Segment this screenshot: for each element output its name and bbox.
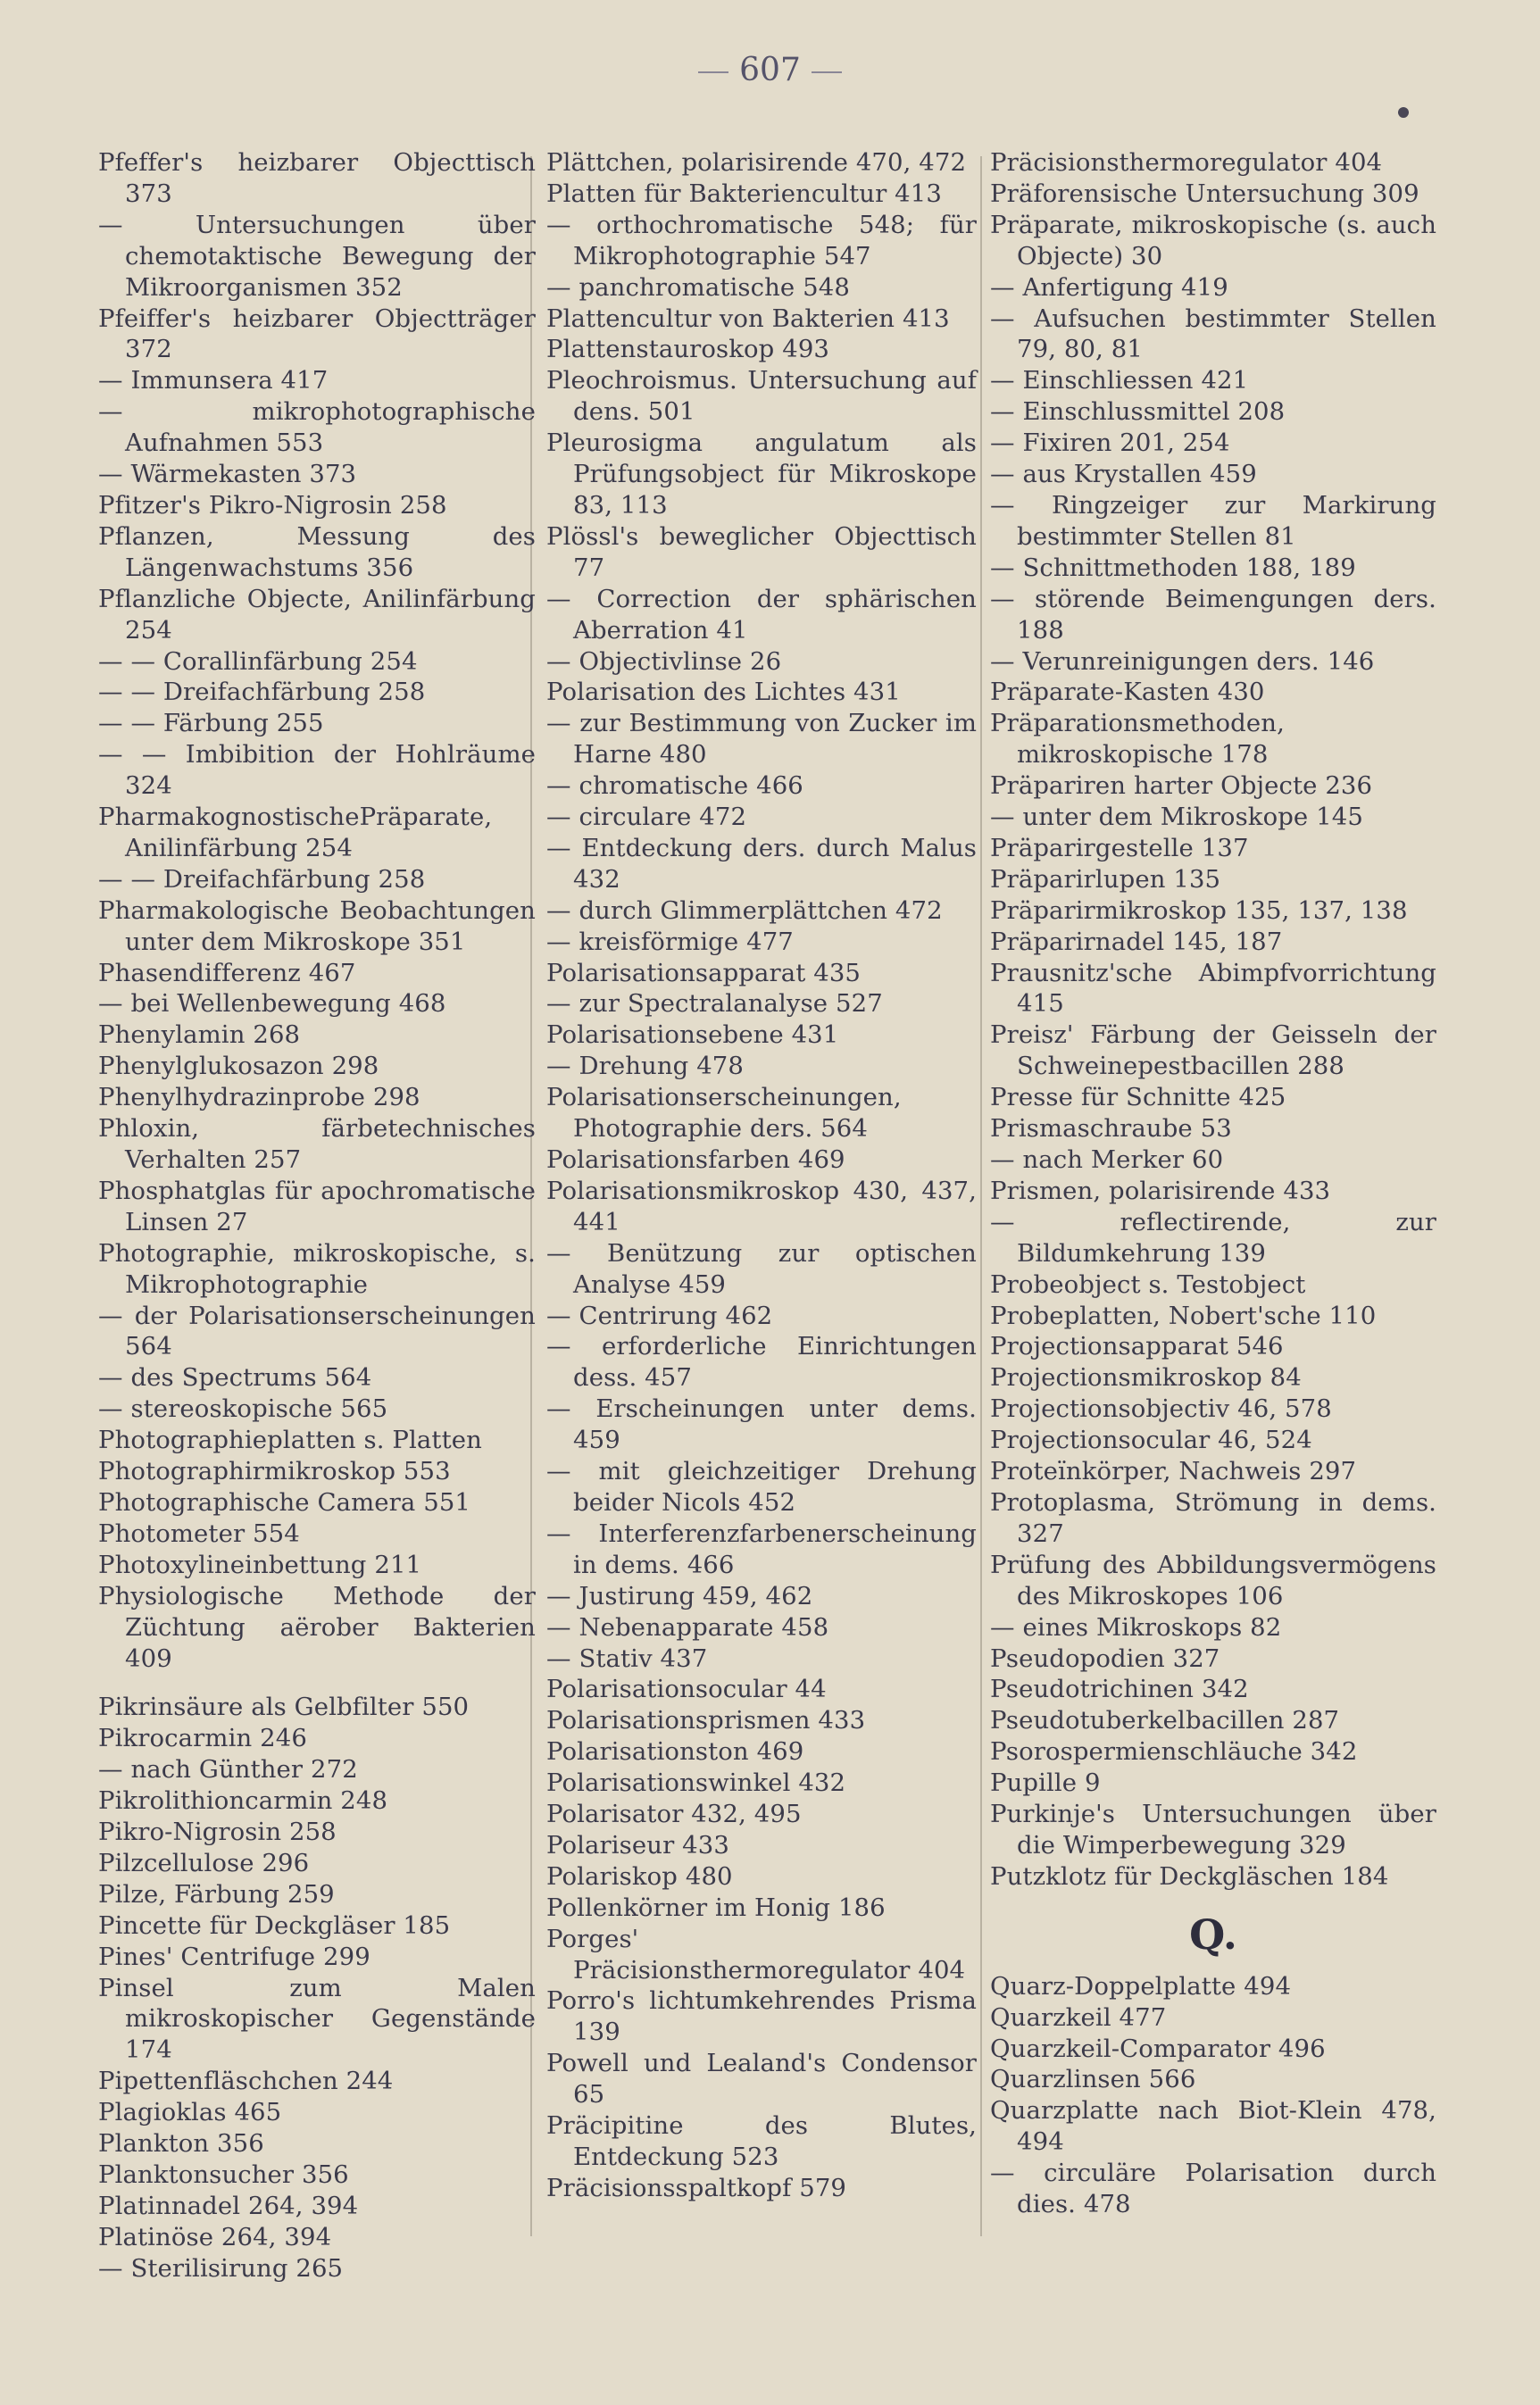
index-entry: Polarisationsfarben 469 [546,1145,845,1174]
index-entry: — mikrophotographische Aufnahmen 553 [98,397,536,458]
index-entry: Prismen, polarisirende 433 [990,1176,1331,1205]
index-entry: Plagioklas 465 [98,2098,282,2127]
index-entry: Projectionsapparat 546 [990,1332,1284,1361]
index-entry: — Justirung 459, 462 [546,1581,813,1610]
index-entry: — nach Günther 272 [98,1755,358,1785]
index-entry: — — Färbung 255 [98,709,324,738]
index-entry: — reflectirende, zur Bildumkehrung 139 [990,1207,1436,1268]
index-entry: — Verunreinigungen ders. 146 [990,646,1375,676]
index-entry: Projectionsobjectiv 46, 578 [990,1394,1332,1424]
index-entry: — störende Beimengungen ders. 188 [990,584,1436,645]
index-column-3 [990,147,1436,2220]
index-entry: Pipettenfläschchen 244 [98,2067,394,2096]
index-entry: Planktonsucher 356 [98,2160,349,2189]
index-entry: Polarisationsmikroskop 430, 437, 441 [546,1176,977,1236]
index-entry: Powell und Lealand's Condensor 65 [546,2049,977,2110]
index-entry: Putzklotz für Deckgläschen 184 [990,1861,1389,1891]
index-entry: Pines' Centrifuge 299 [98,1942,370,1971]
index-entry: — chromatische 466 [546,771,803,801]
entry-gap [98,1674,536,1692]
index-entry: — unter dem Mikroskope 145 [990,803,1363,832]
index-entry: — erforderliche Einrichtungen dess. 457 [546,1332,977,1393]
index-entry: Pflanzliche Objecte, Anilinfärbung 254 [98,584,536,645]
index-entry: Pfitzer's Pikro-Nigrosin 258 [98,490,447,520]
index-entry: Präparate, mikroskopische (s. auch Objecte) 30 [990,210,1436,270]
index-entry: — Centrirung 462 [546,1301,773,1330]
index-entry: — durch Glimmerplättchen 472 [546,895,943,925]
index-entry: — — Dreifachfärbung 258 [98,678,426,707]
index-entry: Quarzplatte nach Biot-Klein 478, 494 [990,2096,1436,2157]
index-entry: Projectionsocular 46, 524 [990,1426,1312,1455]
index-entry: Pikro-Nigrosin 258 [98,1818,337,1847]
index-entry: — nach Merker 60 [990,1145,1224,1174]
index-entry: Purkinje's Untersuchungen über die Wimperbewegung 329 [990,1800,1436,1860]
index-entry: — Schnittmethoden 188, 189 [990,553,1356,582]
index-entry: — zur Spectralanalyse 527 [546,989,883,1019]
index-entry: Probeplatten, Nobert'sche 110 [990,1301,1377,1330]
index-entry: Pleurosigma angulatum als Prüfungsobject für Mikroskope 83, 113 [546,429,977,520]
index-entry: — orthochromatische 548; für Mikrophotographie 547 [546,210,977,270]
page-number [0,52,1540,88]
index-entry: — stereoskopische 565 [98,1394,388,1424]
index-entry: Polarisationsapparat 435 [546,958,862,987]
index-entry: — Einschlussmittel 208 [990,397,1286,427]
index-entry: Photographische Camera 551 [98,1487,471,1517]
index-entry: Phenylamin 268 [98,1020,301,1050]
index-entry: Prüfung des Abbildungsvermögens des Mikroskopes 106 [990,1550,1436,1610]
index-entry: Polarisationsocular 44 [546,1675,827,1704]
index-entry: — circulare 472 [546,803,747,832]
index-entry: — Objectivlinse 26 [546,646,782,676]
page-number-dash-left [698,71,728,73]
index-entry: — Ringzeiger zur Markirung bestimmter Stellen 81 [990,490,1436,551]
index-entry: Pharmakologische Beobachtungen unter dem Mikroskope 351 [98,895,536,956]
index-entry: — Drehung 478 [546,1052,744,1081]
index-entry: Phenylhydrazinprobe 298 [98,1083,420,1112]
index-entry: Pseudotuberkelbacillen 287 [990,1706,1340,1735]
index-entry: Pilzcellulose 296 [98,1848,310,1877]
index-entry: Photographirmikroskop 553 [98,1457,451,1486]
index-entry: Plankton 356 [98,2129,264,2159]
index-entry: Pikrolithioncarmin 248 [98,1786,388,1816]
index-entry: — aus Krystallen 459 [990,460,1257,489]
index-entry: Präparirgestelle 137 [990,833,1249,862]
index-entry: Pikrocarmin 246 [98,1724,307,1753]
index-entry: Platinöse 264, 394 [98,2222,332,2251]
index-entry: Preisz' Färbung der Geisseln der Schweinepestbacillen 288 [990,1020,1436,1081]
index-entry: Photographie, mikroskopische, s. Mikrophotographie [98,1238,536,1299]
index-entry: Polarisator 432, 495 [546,1800,802,1829]
index-entry: Präforensische Untersuchung 309 [990,179,1419,208]
index-entry: Pikrinsäure als Gelbfilter 550 [98,1693,470,1722]
index-entry: Presse für Schnitte 425 [990,1083,1286,1112]
index-column-2 [546,147,977,2204]
index-entry: Pincette für Deckgläser 185 [98,1910,451,1940]
index-entry: Quarz-Doppelplatte 494 [990,1971,1292,2001]
index-entry: Phloxin, färbetechnisches Verhalten 257 [98,1114,536,1174]
index-entry: — Wärmekasten 373 [98,460,357,489]
index-entry: Pilze, Färbung 259 [98,1879,335,1909]
index-entry: Präparirnadel 145, 187 [990,927,1283,956]
index-entry: — — Imbibition der Hohlräume 324 [98,740,536,801]
index-entry: Quarzlinsen 566 [990,2065,1196,2094]
index-entry: Quarzkeil 477 [990,2002,1167,2032]
index-entry: PharmakognostischePräparate, Anilinfärbung 254 [98,803,493,862]
index-entry: Platten für Bakteriencultur 413 [546,179,942,208]
index-entry: — Correction der sphärischen Aberration 41 [546,584,977,645]
index-entry: Plättchen, polarisirende 470, 472 [546,148,967,177]
index-column-3-entries [990,147,1436,1893]
index-entry: — der Polarisationserscheinungen 564 [98,1301,536,1361]
index-entry: Photometer 554 [98,1519,300,1548]
index-entry: Präparate-Kasten 430 [990,678,1265,707]
index-entry: — Interferenzfarbenerscheinung in dems. 466 [546,1519,977,1579]
index-entry: Polarisationswinkel 432 [546,1768,846,1798]
index-entry: Platinnadel 264, 394 [98,2191,359,2220]
index-entry: — panchromatische 548 [546,272,850,302]
index-entry: Pinsel zum Malen mikroskopischer Gegenstände 174 [98,1973,536,2065]
index-entry: Polariskop 480 [546,1861,733,1891]
index-entry: — Aufsuchen bestimmter Stellen 79, 80, 81 [990,304,1436,364]
index-entry: Pfeiffer's heizbarer Objectträger 372 [98,304,536,364]
index-entry: — kreisförmige 477 [546,927,794,956]
index-entry: Prausnitz'sche Abimpfvorrichtung 415 [990,958,1436,1019]
index-entry: — eines Mikroskops 82 [990,1612,1282,1642]
index-entry: Präcisionsthermoregulator 404 [990,148,1383,177]
index-entry: Plattencultur von Bakterien 413 [546,304,950,333]
page-number-dash-right [812,71,842,73]
index-entry: — circuläre Polarisation durch dies. 478 [990,2159,1436,2219]
index-entry: Protoplasma, Strömung in dems. 327 [990,1487,1436,1548]
index-entry: Phosphatglas für apochromatische Linsen 27 [98,1176,536,1236]
index-entry: Psorospermienschläuche 342 [990,1737,1358,1767]
index-entry: — — Corallinfärbung 254 [98,646,418,676]
index-entry: Physiologische Methode der Züchtung aërober Bakterien 409 [98,1581,536,1673]
index-entry: Präpariren harter Objecte 236 [990,771,1373,801]
index-entry: — Sterilisirung 265 [98,2253,344,2283]
index-entry: Plössl's beweglicher Objecttisch 77 [546,521,977,582]
index-entry: Präparationsmethoden, mikroskopische 178 [990,709,1285,770]
index-entry: Pupille 9 [990,1768,1101,1798]
index-entry: Polarisationsprismen 433 [546,1706,866,1735]
index-entry: — Fixiren 201, 254 [990,429,1230,458]
index-entry: Polarisationserscheinungen, Photographie ders. 564 [546,1083,902,1144]
index-entry: — Immunsera 417 [98,366,329,395]
index-entry: Pflanzen, Messung des Längenwachstums 356 [98,521,536,582]
index-entry: Plattenstauroskop 493 [546,335,830,364]
index-entry: Präcisionsspaltkopf 579 [546,2173,847,2202]
section-heading-q: Q. [1189,1910,1237,1959]
index-entry: Quarzkeil-Comparator 496 [990,2034,1326,2063]
index-entry: — Entdeckung ders. durch Malus 432 [546,833,977,894]
index-entry: — zur Bestimmung von Zucker im Harne 480 [546,709,977,770]
index-entry: Porro's lichtumkehrendes Prisma 139 [546,1986,977,2047]
index-entry: Pseudopodien 327 [990,1644,1220,1673]
index-entry: — Anfertigung 419 [990,272,1228,302]
index-entry: Polarisationston 469 [546,1737,804,1767]
index-entry: — Erscheinungen unter dems. 459 [546,1394,977,1455]
index-entry: Pollenkörner im Honig 186 [546,1893,886,1922]
index-column-1 [98,147,536,2284]
index-entry: Photographieplatten s. Platten [98,1426,482,1455]
index-entry: Phenylglukosazon 298 [98,1052,379,1081]
index-entry: — bei Wellenbewegung 468 [98,989,446,1019]
index-entry: Proteïnkörper, Nachweis 297 [990,1457,1357,1486]
index-entry: Prismaschraube 53 [990,1114,1232,1144]
index-entry: Projectionsmikroskop 84 [990,1363,1302,1393]
page-number-text: 607 [739,52,801,88]
index-entry: — Untersuchungen über chemotaktische Bewegung der Mikroorganismen 352 [98,210,536,302]
index-entry: Präparirmikroskop 135, 137, 138 [990,895,1408,925]
column-rule-right [980,156,982,2236]
index-entry: Photoxylineinbettung 211 [98,1550,422,1579]
index-entry: — Nebenapparate 458 [546,1612,829,1642]
index-entry: Präcipitine des Blutes, Entdeckung 523 [546,2111,977,2171]
index-entry: — Stativ 437 [546,1644,708,1673]
index-entry: Polarisationsebene 431 [546,1020,839,1050]
index-entry: — — Dreifachfärbung 258 [98,864,426,894]
index-entry: — Benützung zur optischen Analyse 459 [546,1238,977,1299]
index-entry: Pfeffer's heizbarer Objecttisch 373 [98,148,536,208]
ink-spot [1398,107,1409,118]
index-entry: Porges' Präcisionsthermoregulator 404 [546,1924,966,1985]
section-q-entries [990,1971,1436,2220]
index-entry: Pseudotrichinen 342 [990,1675,1249,1704]
index-entry: — mit gleichzeitiger Drehung beider Nicols 452 [546,1457,977,1517]
index-entry: Probeobject s. Testobject [990,1269,1306,1299]
index-entry: Polarisation des Lichtes 431 [546,678,901,707]
index-entry: — des Spectrums 564 [98,1363,372,1393]
index-entry: Polariseur 433 [546,1830,729,1860]
index-entry: Phasendifferenz 467 [98,958,356,987]
index-entry: — Einschliessen 421 [990,366,1249,395]
index-entry: Pleochroismus. Untersuchung auf dens. 501 [546,366,977,427]
index-entry: Präparirlupen 135 [990,864,1221,894]
